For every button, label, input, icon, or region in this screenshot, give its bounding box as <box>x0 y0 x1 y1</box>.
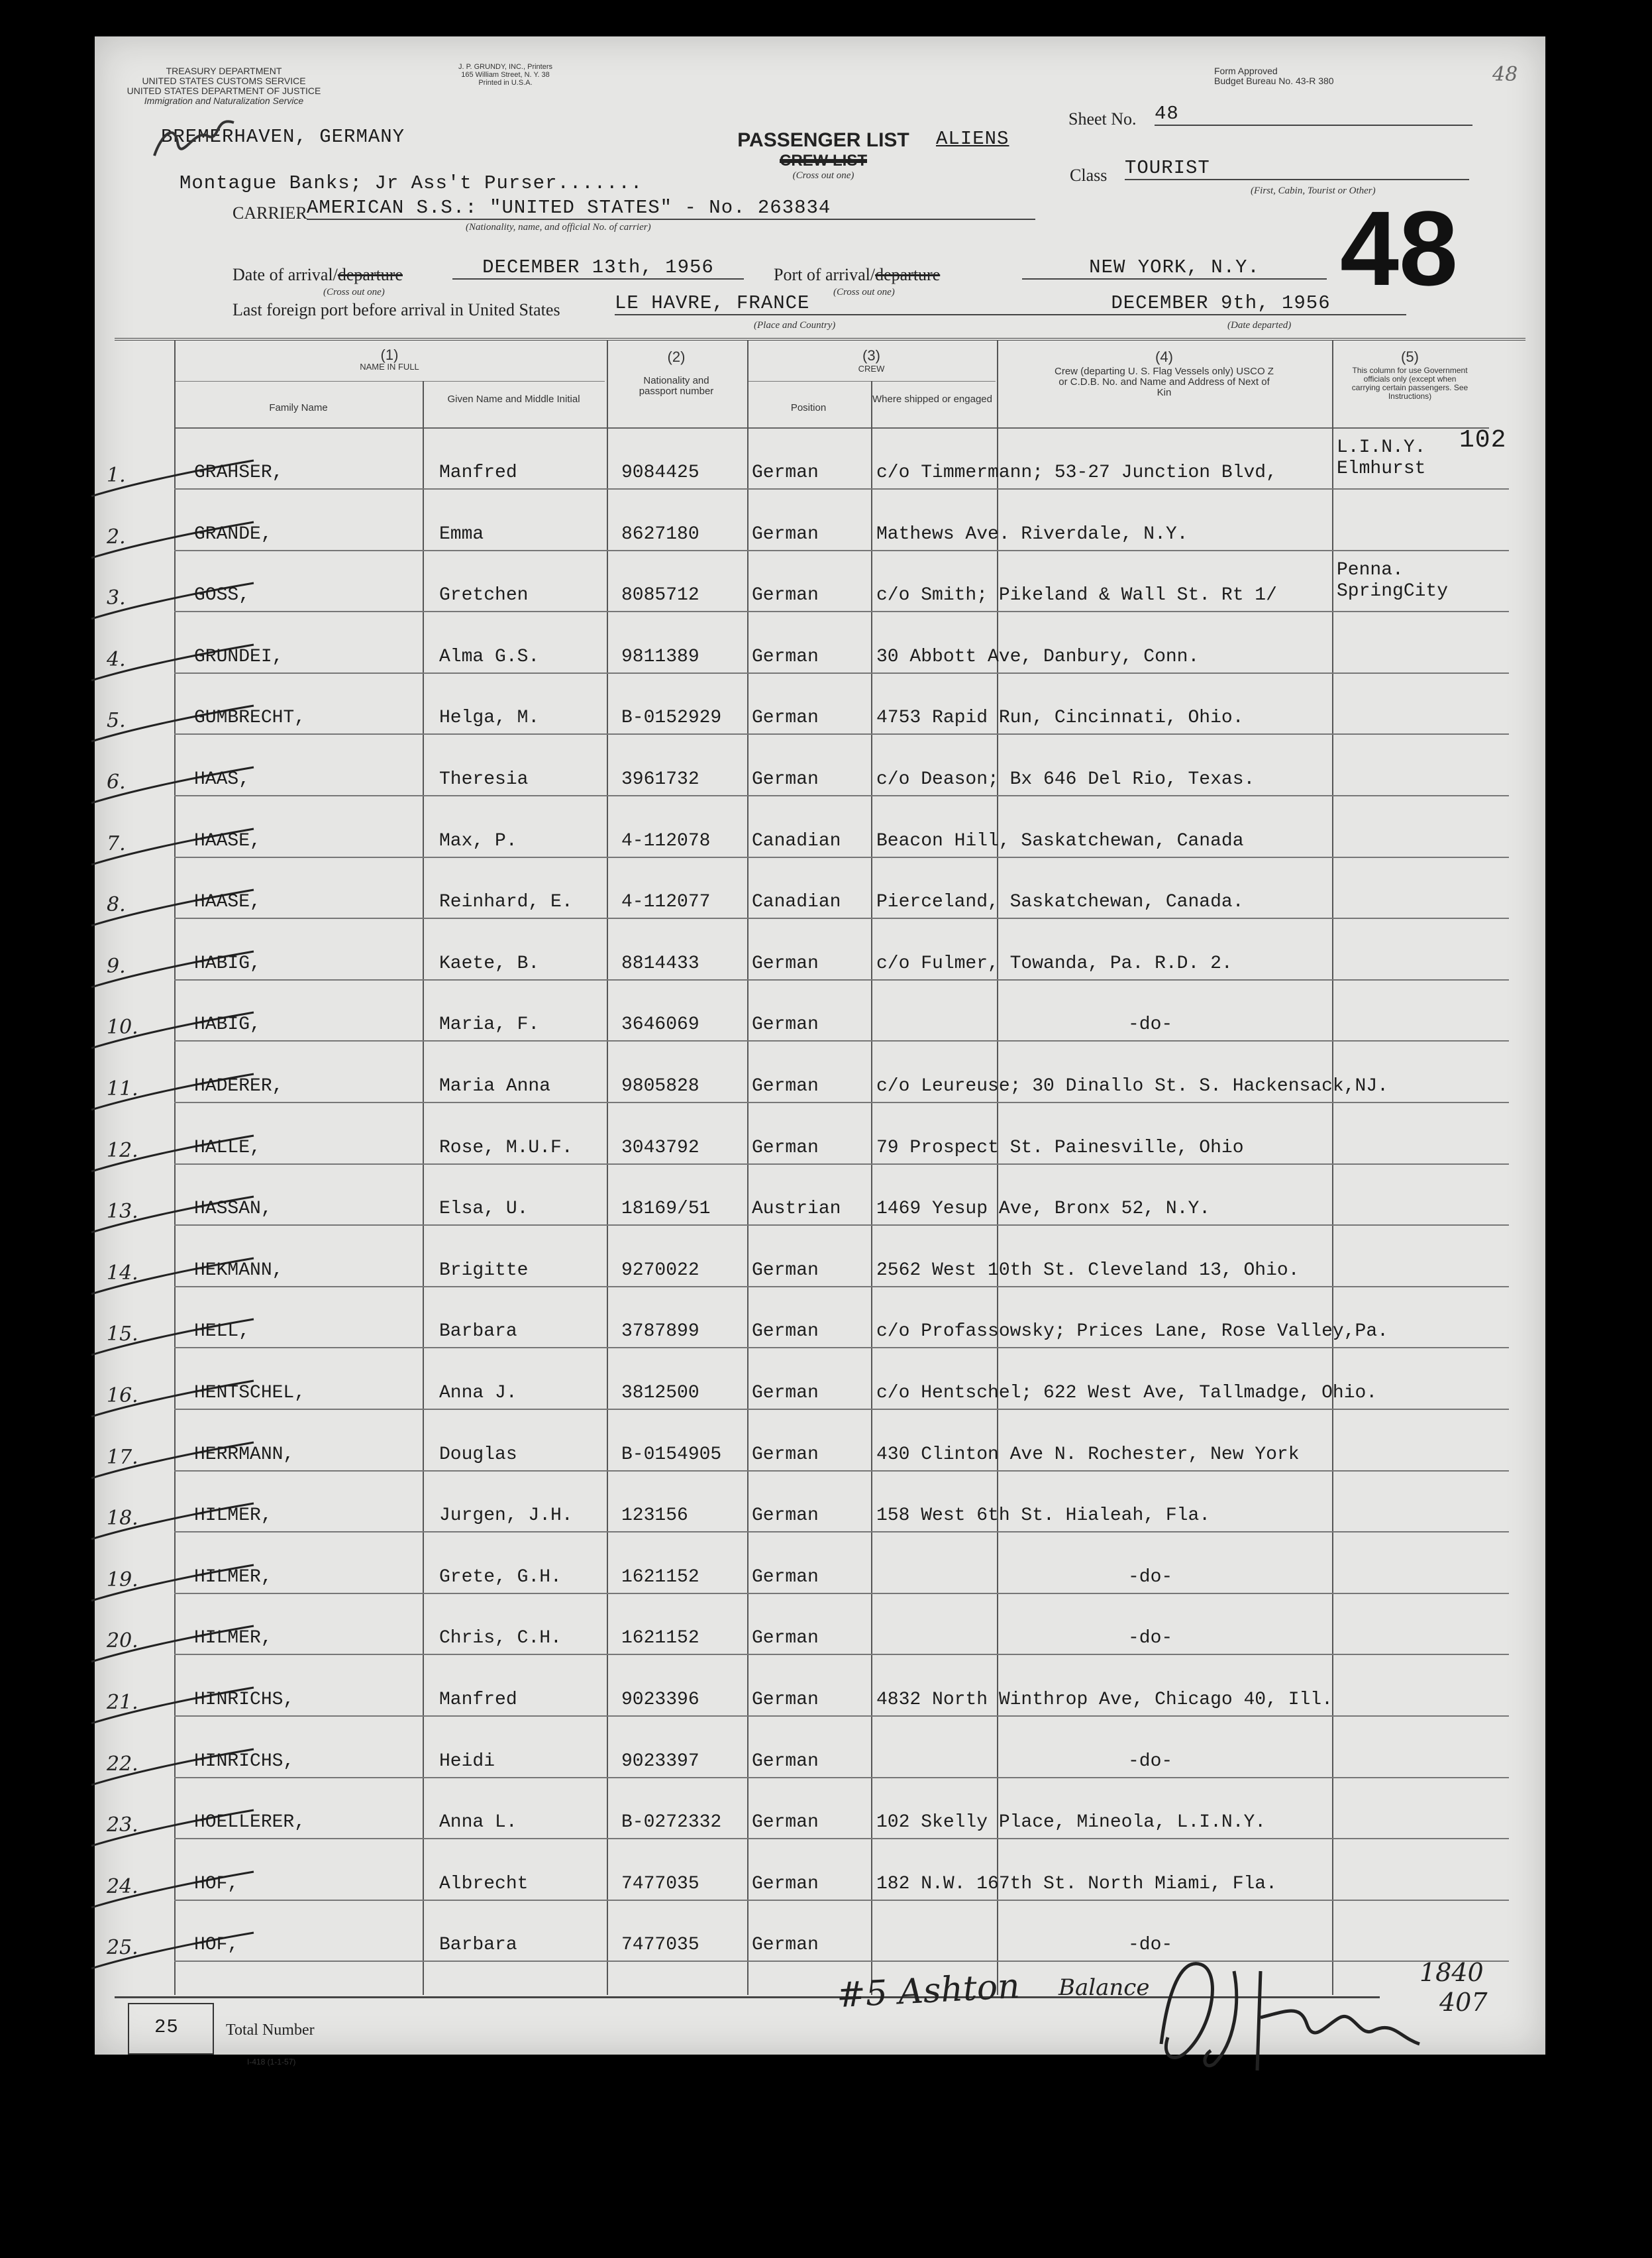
nationality: German <box>752 1812 819 1833</box>
nationality: German <box>752 646 819 667</box>
table-row <box>95 551 1545 612</box>
passport-number: 9270022 <box>621 1260 699 1281</box>
address: c/o Deason; Bx 646 Del Rio, Texas. <box>876 769 1255 790</box>
last-port-sub: (Place and Country) <box>754 320 836 331</box>
arrival-port-crossout: (Cross out one) <box>833 287 895 297</box>
given-name: Grete, G.H. <box>439 1566 562 1587</box>
passport-number: B-0272332 <box>621 1812 722 1833</box>
arrival-date-value: DECEMBER 13th, 1956 <box>452 256 744 280</box>
last-port-label: Last foreign port before arrival in United States <box>232 300 560 319</box>
table-row <box>95 1287 1545 1348</box>
given-name: Anna J. <box>439 1383 517 1403</box>
given-name: Maria, F. <box>439 1014 540 1036</box>
address-continuation: Elmhurst <box>1337 458 1426 479</box>
address: 158 West 6th St. Hialeah, Fla. <box>876 1505 1211 1527</box>
row-number: 12. <box>107 1138 138 1162</box>
table-row <box>95 1840 1545 1901</box>
family-name: GRANDE, <box>194 523 272 545</box>
last-port-value: LE HAVRE, FRANCE <box>615 292 1105 315</box>
given-header <box>423 394 605 405</box>
manifest-page <box>95 36 1545 2067</box>
dept-line: UNITED STATES CUSTOMS SERVICE <box>142 76 306 86</box>
passport-number: 3787899 <box>621 1321 699 1342</box>
row-number: 11. <box>107 1077 138 1101</box>
arrival-date-label: Date of arrival/departure <box>232 265 403 284</box>
printer-line: 165 William Street, N. Y. 38 <box>461 71 550 79</box>
passport-number: 8627180 <box>621 523 699 545</box>
nationality: German <box>752 585 819 606</box>
col1-header <box>174 348 605 372</box>
signature <box>1141 1945 1486 2077</box>
passport-number: 18169/51 <box>621 1199 711 1220</box>
address: Beacon Hill, Saskatchewan, Canada <box>876 830 1244 851</box>
col1-subrule <box>174 381 605 382</box>
printer-line: J. P. GRUNDY, INC., Printers <box>458 63 553 71</box>
row-number: 25. <box>107 1936 138 1960</box>
nationality: German <box>752 462 819 483</box>
printer-line: Printed in U.S.A. <box>478 79 533 87</box>
col2-title: Nationality and passport number <box>639 375 714 397</box>
col5-title: This column for use Government officials only (except when carrying certain passengers. See Instructions) <box>1351 366 1469 401</box>
row-number: 22. <box>107 1752 138 1776</box>
aliens-label: ALIENS <box>936 128 1009 150</box>
dept-line: Immigration and Naturalization Service <box>144 95 304 106</box>
col4-header <box>997 348 1331 398</box>
given-name: Barbara <box>439 1935 517 1956</box>
row-number: 20. <box>107 1629 138 1653</box>
row-number: 10. <box>107 1016 138 1040</box>
given-name: Manfred <box>439 462 517 483</box>
address: 430 Clinton Ave N. Rochester, New York <box>876 1444 1300 1465</box>
table-row <box>95 1411 1545 1472</box>
table-row <box>95 1349 1545 1410</box>
family-name: HINRICHS, <box>194 1690 295 1710</box>
passport-number: 9805828 <box>621 1076 699 1097</box>
total-box <box>128 2003 214 2055</box>
family-name: HAAS, <box>194 769 250 790</box>
arrival-date-crossout: (Cross out one) <box>323 287 385 297</box>
table-row <box>95 1778 1545 1839</box>
printer-imprint <box>433 63 578 87</box>
table-row <box>95 613 1545 674</box>
row-number: 15. <box>107 1322 138 1346</box>
table-row <box>95 981 1545 1042</box>
table-row <box>95 1165 1545 1226</box>
family-header: Family Name <box>269 402 328 413</box>
table-row <box>95 920 1545 981</box>
address: c/o Fulmer, Towanda, Pa. R.D. 2. <box>876 953 1233 974</box>
address: 1469 Yesup Ave, Bronx 52, N.Y. <box>876 1199 1211 1220</box>
corner-page-mark: 48 <box>1492 63 1518 86</box>
family-name: HOELLERER, <box>194 1812 306 1833</box>
address: c/o Hentschel; 622 West Ave, Tallmadge, Ohio. <box>876 1383 1378 1403</box>
table-row <box>95 1472 1545 1532</box>
address-continuation: Penna. <box>1337 560 1404 581</box>
arrival-port-value: NEW YORK, N.Y. <box>1022 256 1327 280</box>
address: Mathews Ave. Riverdale, N.Y. <box>876 523 1188 545</box>
arrival-port-label-text: Port of arrival <box>774 265 870 284</box>
family-name: HINRICHS, <box>194 1750 295 1772</box>
address: 182 N.W. 167th St. North Miami, Fla. <box>876 1873 1277 1894</box>
family-name: GOSS, <box>194 585 250 606</box>
list-title-passenger: PASSENGER LIST <box>737 129 909 151</box>
nationality: German <box>752 1014 819 1036</box>
row-number: 3. <box>107 586 126 610</box>
family-name: GRUNDEI, <box>194 646 284 667</box>
address: 102 Skelly Place, Mineola, L.I.N.Y. <box>876 1812 1266 1833</box>
address: -do- <box>1128 1566 1173 1587</box>
family-name: HALLE, <box>194 1137 261 1158</box>
passport-number: 7477035 <box>621 1935 699 1956</box>
nationality: German <box>752 1566 819 1587</box>
table-row <box>95 1226 1545 1287</box>
col3-header <box>747 348 996 374</box>
table-row <box>95 674 1545 735</box>
total-value: 25 <box>154 2016 179 2038</box>
row-number: 17. <box>107 1445 138 1469</box>
family-name: HERRMANN, <box>194 1444 295 1465</box>
row-number: 7. <box>107 832 126 855</box>
address: 4753 Rapid Run, Cincinnati, Ohio. <box>876 708 1244 729</box>
given-name: Rose, M.U.F. <box>439 1137 573 1158</box>
family-name: GUMBRECHT, <box>194 708 306 729</box>
given-name: Manfred <box>439 1690 517 1710</box>
family-name: HASSAN, <box>194 1199 272 1220</box>
nationality: German <box>752 1321 819 1342</box>
family-name: HABIG, <box>194 953 261 974</box>
given-name: Elsa, U. <box>439 1199 529 1220</box>
table-row <box>95 735 1545 796</box>
passport-number: 3812500 <box>621 1383 699 1403</box>
nationality: German <box>752 523 819 545</box>
address: 79 Prospect St. Painesville, Ohio <box>876 1137 1244 1158</box>
family-name: HILMER, <box>194 1628 272 1649</box>
carrier-sub: (Nationality, name, and official No. of carrier) <box>466 222 651 233</box>
family-name: HENTSCHEL, <box>194 1383 306 1403</box>
position-header: Position <box>790 402 827 413</box>
table-row <box>95 858 1545 919</box>
passport-number: 3043792 <box>621 1137 699 1158</box>
col5-num: (5) <box>1401 349 1419 365</box>
family-name: HILMER, <box>194 1566 272 1587</box>
approval-line: Form Approved <box>1214 66 1278 76</box>
carrier-label: CARRIER <box>232 203 307 223</box>
class-value: TOURIST <box>1125 157 1469 180</box>
arrival-port-label: Port of arrival/departure <box>774 265 941 284</box>
given-name: Max, P. <box>439 830 517 851</box>
address: 30 Abbott Ave, Danbury, Conn. <box>876 646 1200 667</box>
handwritten-figures-second: 407 <box>1439 1988 1488 2017</box>
table-row <box>95 1104 1545 1165</box>
passport-number: 9811389 <box>621 646 699 667</box>
address: c/o Smith; Pikeland & Wall St. Rt 1/ <box>876 585 1277 606</box>
table-row <box>95 1656 1545 1717</box>
given-name: Heidi <box>439 1750 495 1772</box>
address: -do- <box>1128 1014 1173 1036</box>
row-number: 5. <box>107 709 126 733</box>
nationality: German <box>752 1750 819 1772</box>
given-name: Brigitte <box>439 1260 529 1281</box>
nationality: Canadian <box>752 830 841 851</box>
given-name: Theresia <box>439 769 529 790</box>
nationality: German <box>752 1873 819 1894</box>
table-top-rule <box>115 338 1525 341</box>
given-name: Maria Anna <box>439 1076 551 1097</box>
address: Pierceland, Saskatchewan, Canada. <box>876 892 1244 913</box>
given-name: Anna L. <box>439 1812 517 1833</box>
nationality: German <box>752 1137 819 1158</box>
given-name: Jurgen, J.H. <box>439 1505 573 1527</box>
col3-title: CREW <box>858 364 885 374</box>
nationality: German <box>752 953 819 974</box>
family-name: HILMER, <box>194 1505 272 1527</box>
family-name: HOF, <box>194 1873 239 1894</box>
shipped-header-text: Where shipped or engaged <box>872 394 992 405</box>
family-name: GRAHSER, <box>194 462 284 483</box>
address: c/o Profassowsky; Prices Lane, Rose Valley,Pa. <box>876 1321 1388 1342</box>
list-title <box>737 129 909 182</box>
nationality: German <box>752 1076 819 1097</box>
col4-num: (4) <box>1155 349 1173 365</box>
handwritten-note: #5 Ashton <box>835 1966 1021 2016</box>
col4-title: Crew (departing U. S. Flag Vessels only) USCO Z or C.D.B. No. and Name and Address of Next of Kin <box>1055 366 1274 398</box>
form-approval <box>1214 66 1334 86</box>
col1-num: (1) <box>380 347 399 363</box>
passport-number: B-0154905 <box>621 1444 722 1465</box>
row-number: 1. <box>107 464 126 487</box>
given-name: Douglas <box>439 1444 517 1465</box>
sheet-label: Sheet No. <box>1068 109 1137 129</box>
department-header <box>115 66 333 106</box>
list-title-crossout: (Cross out one) <box>792 170 854 181</box>
nationality: Canadian <box>752 892 841 913</box>
passport-number: 9023396 <box>621 1690 699 1710</box>
given-name: Reinhard, E. <box>439 892 573 913</box>
arrival-date-struck: departure <box>337 265 403 284</box>
handwritten-balance: Balance <box>1058 1974 1150 2001</box>
row-number: 18. <box>107 1507 138 1531</box>
row-number: 4. <box>107 647 126 671</box>
total-label: Total Number <box>226 2021 315 2039</box>
family-name: HADERER, <box>194 1076 284 1097</box>
family-name: HABIG, <box>194 1014 261 1036</box>
table-row <box>95 1533 1545 1594</box>
family-name: HOF, <box>194 1935 239 1956</box>
row-number: 2. <box>107 525 126 549</box>
shipped-header <box>871 394 994 405</box>
class-sub: (First, Cabin, Tourist or Other) <box>1251 186 1376 196</box>
passport-number: 4-112078 <box>621 830 711 851</box>
nationality: German <box>752 769 819 790</box>
given-name: Barbara <box>439 1321 517 1342</box>
dept-line: TREASURY DEPARTMENT <box>166 66 282 76</box>
passport-number: B-0152929 <box>621 708 722 729</box>
address-continuation: L.I.N.Y. <box>1337 437 1426 458</box>
handwritten-figures: 1840 <box>1420 1958 1484 1987</box>
table-row <box>95 429 1545 490</box>
passport-number: 4-112077 <box>621 892 711 913</box>
row-number: 14. <box>107 1261 138 1285</box>
address-continuation: SpringCity <box>1337 581 1449 602</box>
passport-number: 123156 <box>621 1505 688 1527</box>
handwritten-initial-mark <box>148 109 240 169</box>
big-sheet-number: 48 <box>1340 189 1458 307</box>
given-name: Gretchen <box>439 585 529 606</box>
nationality: German <box>752 1690 819 1710</box>
given-name: Emma <box>439 523 484 545</box>
col2-header <box>607 348 746 397</box>
nationality: German <box>752 1383 819 1403</box>
row-number: 8. <box>107 893 126 917</box>
col5-header <box>1332 348 1488 401</box>
approval-line: Budget Bureau No. 43-R 380 <box>1214 76 1334 86</box>
given-name: Alma G.S. <box>439 646 540 667</box>
table-row <box>95 1594 1545 1655</box>
row-number: 23. <box>107 1813 138 1837</box>
given-name: Kaete, B. <box>439 953 540 974</box>
passport-number: 8085712 <box>621 585 699 606</box>
col2-num: (2) <box>667 349 686 365</box>
last-port-date-sub: (Date departed) <box>1227 320 1292 331</box>
row-number: 6. <box>107 771 126 794</box>
row-number: 16. <box>107 1384 138 1407</box>
address: -do- <box>1128 1750 1173 1772</box>
family-name: HAASE, <box>194 892 261 913</box>
nationality: German <box>752 1935 819 1956</box>
nationality: German <box>752 1628 819 1649</box>
passport-number: 1621152 <box>621 1566 699 1587</box>
passport-number: 7477035 <box>621 1873 699 1894</box>
address: 4832 North Winthrop Ave, Chicago 40, Ill. <box>876 1690 1333 1710</box>
nationality: German <box>752 1444 819 1465</box>
col1-title: NAME IN FULL <box>360 362 419 372</box>
passport-number: 3961732 <box>621 769 699 790</box>
table-row <box>95 797 1545 858</box>
list-title-crew-struck: CREW LIST <box>780 152 867 170</box>
port-of-origin: BREMERHAVEN, GERMANY <box>161 126 405 148</box>
row-number: 24. <box>107 1874 138 1898</box>
form-code: I-418 (1-1-57) <box>247 2057 296 2067</box>
passport-number: 3646069 <box>621 1014 699 1036</box>
row-number: 13. <box>107 1200 138 1224</box>
row-number: 21. <box>107 1691 138 1714</box>
nationality: German <box>752 708 819 729</box>
col5-stamp: 102 <box>1459 426 1507 455</box>
family-name: HELL, <box>194 1321 250 1342</box>
given-header-text: Given Name and Middle Initial <box>447 394 580 405</box>
table-row <box>95 490 1545 551</box>
arrival-date-label-text: Date of arrival <box>232 265 333 284</box>
family-name: HEKMANN, <box>194 1260 284 1281</box>
passport-number: 8814433 <box>621 953 699 974</box>
last-port-date: DECEMBER 9th, 1956 <box>1035 292 1406 315</box>
family-name: HAASE, <box>194 830 261 851</box>
given-name: Helga, M. <box>439 708 540 729</box>
given-name: Albrecht <box>439 1873 529 1894</box>
class-label: Class <box>1070 166 1108 185</box>
col3-num: (3) <box>862 347 880 364</box>
passport-number: 9084425 <box>621 462 699 483</box>
passport-number: 9023397 <box>621 1750 699 1772</box>
address: -do- <box>1128 1935 1173 1956</box>
purser-line: Montague Banks; Jr Ass't Purser....... <box>180 172 643 194</box>
table-row <box>95 1042 1545 1103</box>
table-row <box>95 1717 1545 1778</box>
row-number: 9. <box>107 954 126 978</box>
passport-number: 1621152 <box>621 1628 699 1649</box>
dept-line: UNITED STATES DEPARTMENT OF JUSTICE <box>127 85 321 96</box>
address: -do- <box>1128 1628 1173 1649</box>
row-number: 19. <box>107 1568 138 1591</box>
nationality: Austrian <box>752 1199 841 1220</box>
address: c/o Leureuse; 30 Dinallo St. S. Hackensack,NJ. <box>876 1076 1388 1097</box>
carrier-value: AMERICAN S.S.: "UNITED STATES" - No. 263834 <box>307 197 1035 220</box>
nationality: German <box>752 1260 819 1281</box>
given-name: Chris, C.H. <box>439 1628 562 1649</box>
nationality: German <box>752 1505 819 1527</box>
arrival-port-struck: departure <box>875 265 941 284</box>
address: c/o Timmermann; 53-27 Junction Blvd, <box>876 462 1277 483</box>
address: 2562 West 10th St. Cleveland 13, Ohio. <box>876 1260 1300 1281</box>
sheet-value: 48 <box>1155 103 1472 126</box>
